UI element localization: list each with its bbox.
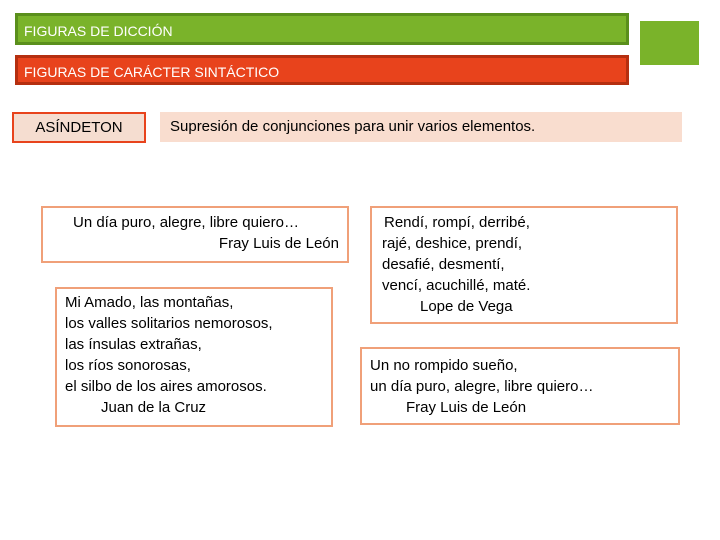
figure-name-box	[12, 112, 146, 143]
subsection-title: FIGURAS DE CARÁCTER SINTÁCTICO	[24, 64, 280, 80]
quote-line: Un día puro, alegre, libre quiero…	[73, 214, 299, 231]
quote-line: Rendí, rompí, derribé,	[384, 214, 530, 231]
quote-line: los ríos sonorosas,	[65, 357, 191, 374]
quote-author: Fray Luis de León	[218, 235, 339, 252]
figure-name: ASÍNDETON	[35, 119, 123, 136]
quote-line: el silbo de los aires amorosos.	[65, 378, 267, 395]
quote-author: Lope de Vega	[420, 298, 513, 315]
figure-definition-box	[160, 112, 682, 142]
example-quote-1	[41, 206, 349, 263]
section-title-bar	[15, 13, 629, 45]
quote-line: vencí, acuchillé, maté.	[382, 277, 531, 294]
example-quote-4	[360, 347, 680, 425]
section-title: FIGURAS DE DICCIÓN	[24, 23, 173, 39]
quote-line: desafié, desmentí,	[382, 256, 505, 273]
subsection-title-bar	[15, 55, 629, 85]
example-quote-2	[55, 287, 333, 427]
quote-author: Fray Luis de León	[406, 399, 527, 416]
figure-definition: Supresión de conjunciones para unir varios elementos.	[170, 118, 536, 135]
decorative-green-square	[640, 21, 699, 65]
quote-line: las ínsulas extrañas,	[65, 336, 202, 353]
quote-line: rajé, deshice, prendí,	[382, 235, 523, 252]
example-quote-3	[370, 206, 678, 324]
quote-author: Juan de la Cruz	[101, 399, 207, 416]
quote-line: Un no rompido sueño,	[370, 357, 518, 374]
quote-line: un día puro, alegre, libre quiero…	[370, 378, 594, 395]
quote-line: Mi Amado, las montañas,	[65, 294, 234, 311]
quote-line: los valles solitarios nemorosos,	[65, 315, 273, 332]
